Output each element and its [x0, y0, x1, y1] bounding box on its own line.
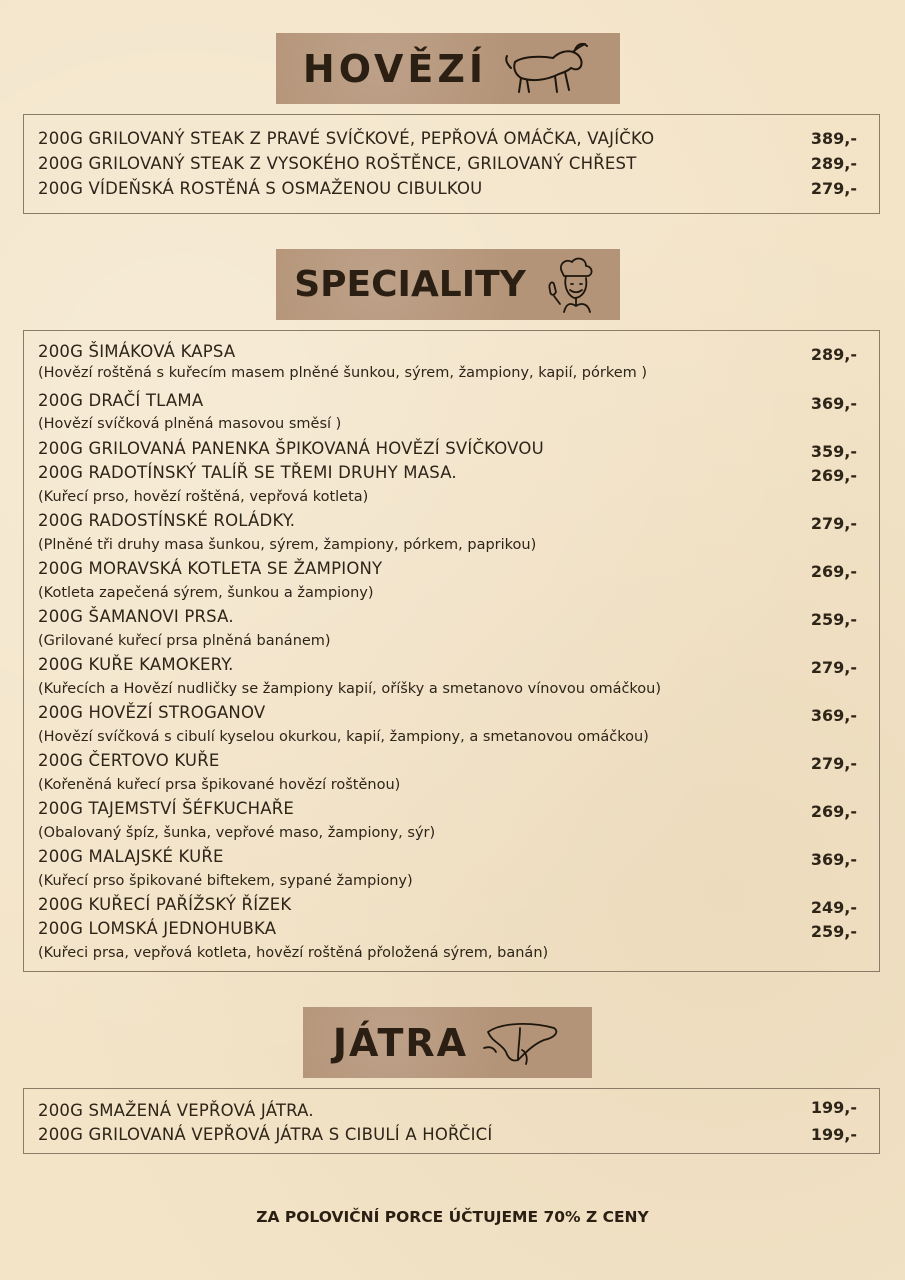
- menu-item-name: 200G SMAŽENÁ VEPŘOVÁ JÁTRA.: [38, 1101, 314, 1120]
- liver-icon: [482, 1018, 562, 1068]
- menu-row: [38, 919, 857, 941]
- menu-item-price: 279,-: [810, 514, 857, 533]
- menu-item-name: 200G ŠAMANOVI PRSA.: [38, 607, 234, 626]
- menu-row: [38, 1125, 857, 1144]
- menu-box-jatra: [23, 1088, 880, 1154]
- menu-item-name: 200G MORAVSKÁ KOTLETA SE ŽAMPIONY: [38, 559, 383, 578]
- menu-row: [38, 847, 857, 869]
- menu-item-price: 359,-: [810, 442, 857, 461]
- menu-row: [38, 463, 857, 485]
- menu-row: [38, 129, 857, 148]
- menu-row: [38, 439, 857, 461]
- menu-item-price: 369,-: [810, 394, 857, 413]
- menu-item-price: 249,-: [810, 898, 857, 917]
- menu-item-name: 200G GRILOVANÝ STEAK Z PRAVÉ SVÍČKOVÉ, PEPŘOVÁ OMÁČKA, VAJÍČKO: [38, 129, 655, 148]
- section-header-jatra: [303, 1007, 592, 1078]
- menu-item-price: 279,-: [810, 658, 857, 677]
- menu-row: [38, 655, 857, 677]
- menu-item-price: 259,-: [810, 610, 857, 629]
- menu-item-description: (Plněné tři druhy masa šunkou, sýrem, žampiony, pórkem, paprikou): [38, 537, 537, 553]
- menu-item-description: (Hovězí svíčková s cibulí kyselou okurkou, kapií, žampiony, a smetanovou omáčkou): [38, 729, 649, 745]
- bull-icon: [501, 38, 593, 100]
- menu-item-description: (Kořeněná kuřecí prsa špikované hovězí roštěnou): [38, 777, 401, 793]
- menu-item-name: 200G LOMSKÁ JEDNOHUBKA: [38, 919, 277, 938]
- menu-item-name: 200G DRAČÍ TLAMA: [38, 391, 204, 410]
- menu-row: [38, 895, 857, 917]
- menu-row: [38, 342, 857, 364]
- menu-item-price: 259,-: [810, 922, 857, 941]
- menu-item-description: (Grilované kuřecí prsa plněná banánem): [38, 633, 331, 649]
- menu-item-price: 289,-: [810, 154, 857, 173]
- menu-item-price: 279,-: [810, 754, 857, 773]
- menu-item-description: (Kuřecí prso špikované biftekem, sypané žampiony): [38, 873, 413, 889]
- section-title-hovezi: HOVĚZÍ: [302, 46, 488, 91]
- menu-item-name: 200G TAJEMSTVÍ ŠÉFKUCHAŘE: [38, 799, 295, 818]
- section-title-speciality: SPECIALITY: [294, 263, 526, 305]
- menu-item-name: 200G GRILOVANÁ VEPŘOVÁ JÁTRA S CIBULÍ A HOŘČICÍ: [38, 1125, 493, 1144]
- menu-row: [38, 154, 857, 173]
- menu-row: [38, 607, 857, 629]
- section-header-hovezi: [276, 33, 620, 104]
- menu-item-description: (Kuřecích a Hovězí nudličky se žampiony kapií, oříšky a smetanovo vínovou omáčkou): [38, 681, 662, 697]
- menu-item-price: 279,-: [810, 179, 857, 198]
- menu-item-price: 199,-: [810, 1125, 857, 1144]
- menu-item-name: 200G VÍDEŇSKÁ ROSTĚNÁ S OSMAŽENOU CIBULKOU: [38, 179, 483, 198]
- menu-item-price: 369,-: [810, 850, 857, 869]
- menu-box-speciality: [23, 330, 880, 972]
- menu-item-name: 200G MALAJSKÉ KUŘE: [38, 847, 224, 866]
- menu-item-price: 289,-: [810, 345, 857, 364]
- menu-item-description: (Kuřecí prso, hovězí roštěná, vepřová kotleta): [38, 489, 369, 505]
- menu-row: [38, 391, 857, 413]
- menu-item-name: 200G ČERTOVO KUŘE: [38, 751, 220, 770]
- menu-item-description: (Obalovaný špíz, šunka, vepřové maso, žampiony, sýr): [38, 825, 436, 841]
- menu-item-description: (Hovězí roštěná s kuřecím masem plněné šunkou, sýrem, žampiony, kapií, pórkem ): [38, 365, 648, 381]
- menu-item-price: 199,-: [810, 1098, 857, 1117]
- menu-row: [38, 1098, 857, 1120]
- menu-item-name: 200G GRILOVANÝ STEAK Z VYSOKÉHO ROŠTĚNCE, GRILOVANÝ CHŘEST: [38, 154, 637, 173]
- menu-row: [38, 703, 857, 725]
- menu-item-name: 200G HOVĚZÍ STROGANOV: [38, 703, 266, 722]
- menu-item-price: 269,-: [810, 466, 857, 485]
- menu-item-description: (Kuřeci prsa, vepřová kotleta, hovězí roštěná přoložená sýrem, banán): [38, 945, 549, 961]
- menu-row: [38, 559, 857, 581]
- half-portion-note: ZA POLOVIČNÍ PORCE ÚČTUJEME 70% Z CENY: [256, 1208, 649, 1226]
- chef-icon: [540, 254, 602, 316]
- menu-item-name: 200G RADOTÍNSKÝ TALÍŘ SE TŘEMI DRUHY MASA.: [38, 463, 457, 482]
- menu-item-description: (Hovězí svíčková plněná masovou směsí ): [38, 416, 342, 432]
- section-title-jatra: JÁTRA: [332, 1020, 469, 1065]
- menu-row: [38, 751, 857, 773]
- section-header-speciality: [276, 249, 620, 320]
- menu-item-name: 200G GRILOVANÁ PANENKA ŠPIKOVANÁ HOVĚZÍ SVÍČKOVOU: [38, 439, 544, 458]
- menu-box-hovezi: [23, 114, 880, 214]
- menu-item-price: 269,-: [810, 802, 857, 821]
- menu-item-description: (Kotleta zapečená sýrem, šunkou a žampiony): [38, 585, 374, 601]
- menu-item-price: 369,-: [810, 706, 857, 725]
- menu-item-name: 200G KUŘECÍ PAŘÍŽSKÝ ŘÍZEK: [38, 895, 292, 914]
- menu-item-name: 200G ŠIMÁKOVÁ KAPSA: [38, 342, 236, 361]
- menu-row: [38, 799, 857, 821]
- menu-item-name: 200G KUŘE KAMOKERY.: [38, 655, 234, 674]
- menu-item-price: 269,-: [810, 562, 857, 581]
- menu-item-name: 200G RADOSTÍNSKÉ ROLÁDKY.: [38, 511, 296, 530]
- menu-item-price: 389,-: [810, 129, 857, 148]
- menu-row: [38, 511, 857, 533]
- menu-row: [38, 179, 857, 198]
